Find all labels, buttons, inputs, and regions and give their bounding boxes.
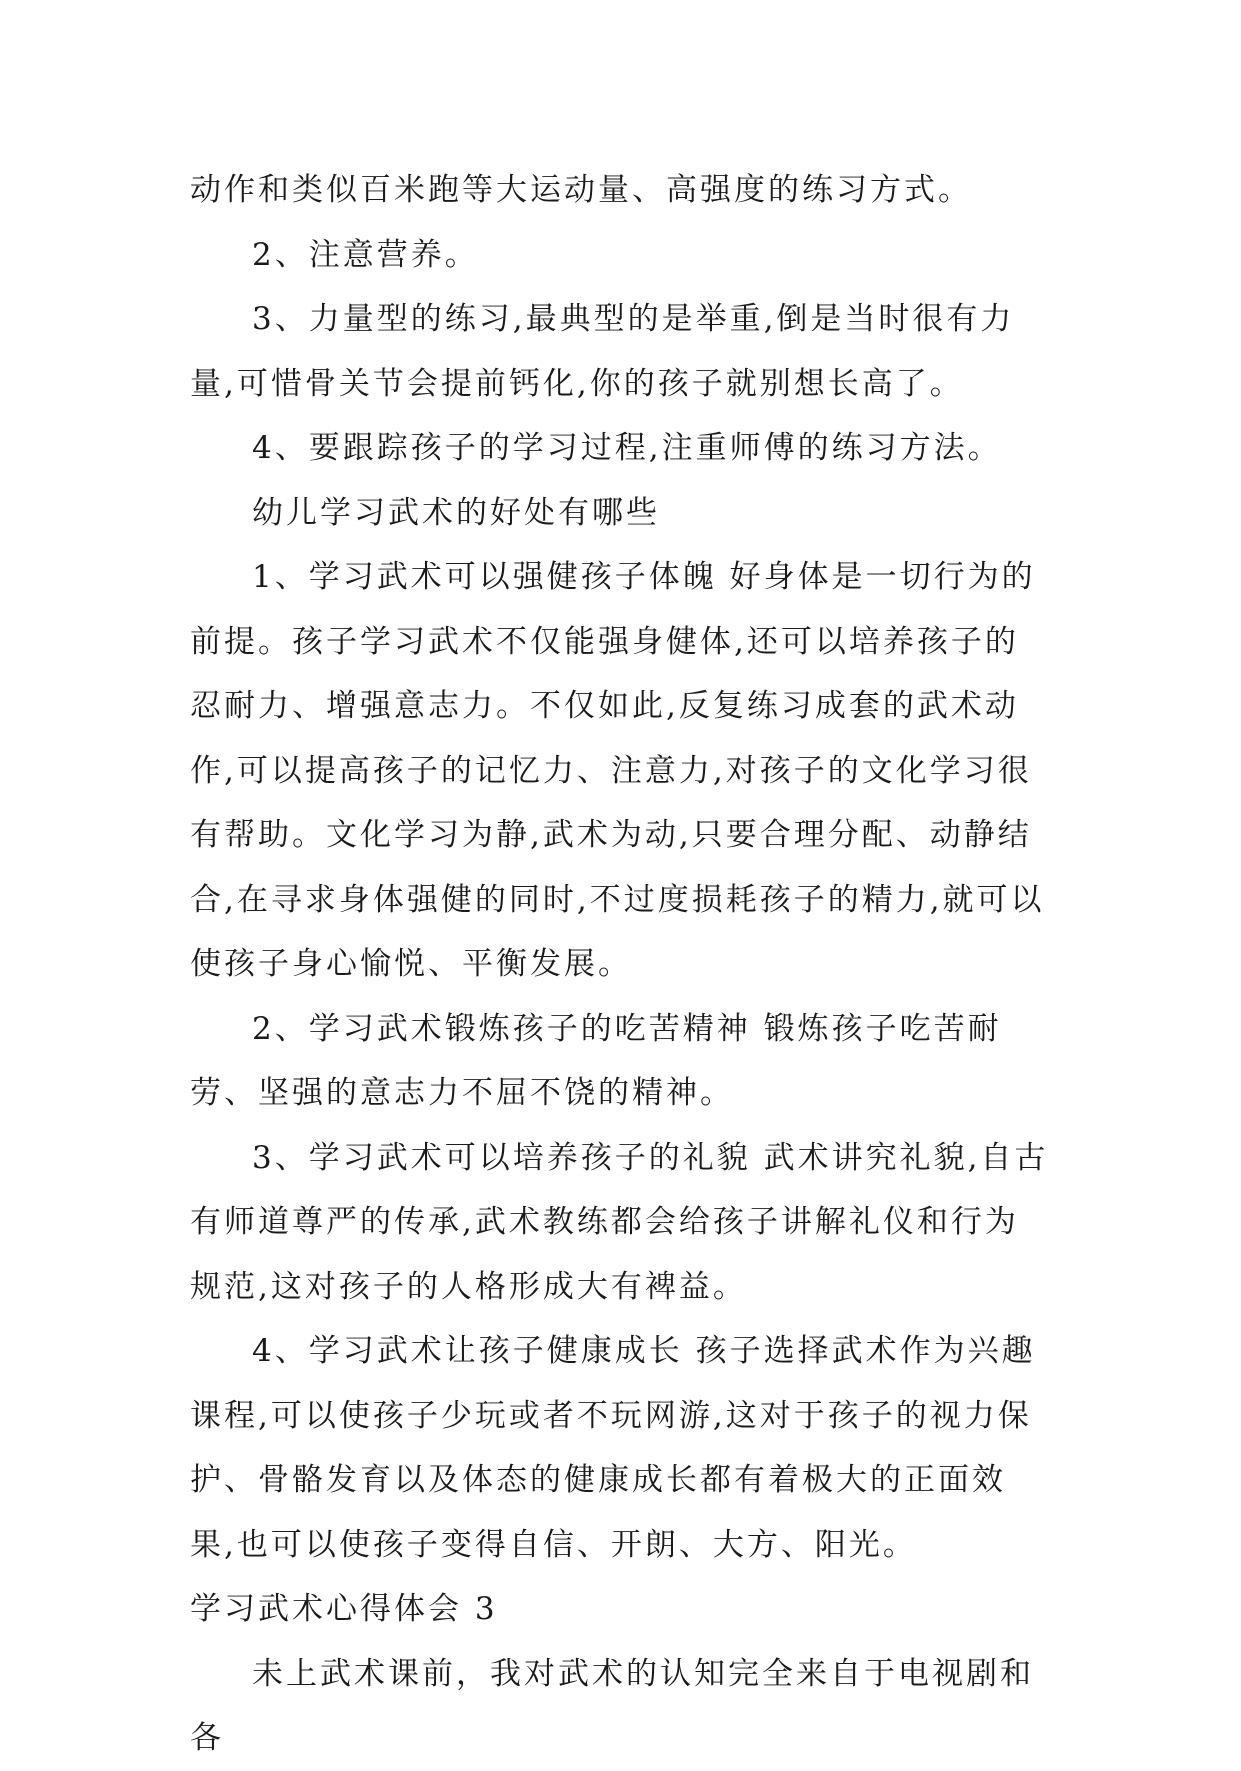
paragraph-benefit-3: 3、学习武术可以培养孩子的礼貌 武术讲究礼貌,自古有师道尊严的传承,武术教练都会给孩子讲解礼仪和行为规范,这对孩子的人格形成大有裨益。 (190, 1139, 1049, 1305)
document-body (190, 158, 1050, 1771)
paragraph-benefit-1: 1、学习武术可以强健孩子体魄 好身体是一切行为的前提。孩子学习武术不仅能强身健体,还可以培养孩子的忍耐力、增强意志力。不仅如此,反复练习成套的武术动作,可以提高孩子的记忆力、注意力,对孩子的文化学习很有帮助。文化学习为静,武术为动,只要合理分配、动静结合,在寻求身体强健的同时,不过度损耗孩子的精力,就可以使孩子身心愉悦、平衡发展。 (190, 559, 1045, 982)
section-heading-benefits: 幼儿学习武术的好处有哪些 (252, 494, 660, 531)
section-title-part-3: 学习武术心得体会 3 (190, 1591, 498, 1627)
paragraph-point-3: 3、力量型的练习,最典型的是举重,倒是当时很有力量,可惜骨关节会提前钙化,你的孩子就别想长高了。 (190, 301, 1015, 402)
paragraph-point-4: 4、要跟踪孩子的学习过程,注重师傅的练习方法。 (252, 430, 1002, 466)
paragraph-benefit-2: 2、学习武术锻炼孩子的吃苦精神 锻炼孩子吃苦耐劳、坚强的意志力不屈不饶的精神。 (190, 1010, 1002, 1111)
paragraph-benefit-4: 4、学习武术让孩子健康成长 孩子选择武术作为兴趣课程,可以使孩子少玩或者不玩网游,这对于孩子的视力保护、骨骼发育以及体态的健康成长都有着极大的正面效果,也可以使孩子变得自信、开朗、大方、阳光。 (190, 1333, 1036, 1563)
paragraph-continuation: 动作和类似百米跑等大运动量、高强度的练习方式。 (190, 172, 972, 208)
paragraph-point-2: 2、注意营养。 (252, 236, 479, 273)
paragraph-intro-part-3: 未上武术课前，我对武术的认知完全来自于电视剧和各 (190, 1655, 1034, 1756)
